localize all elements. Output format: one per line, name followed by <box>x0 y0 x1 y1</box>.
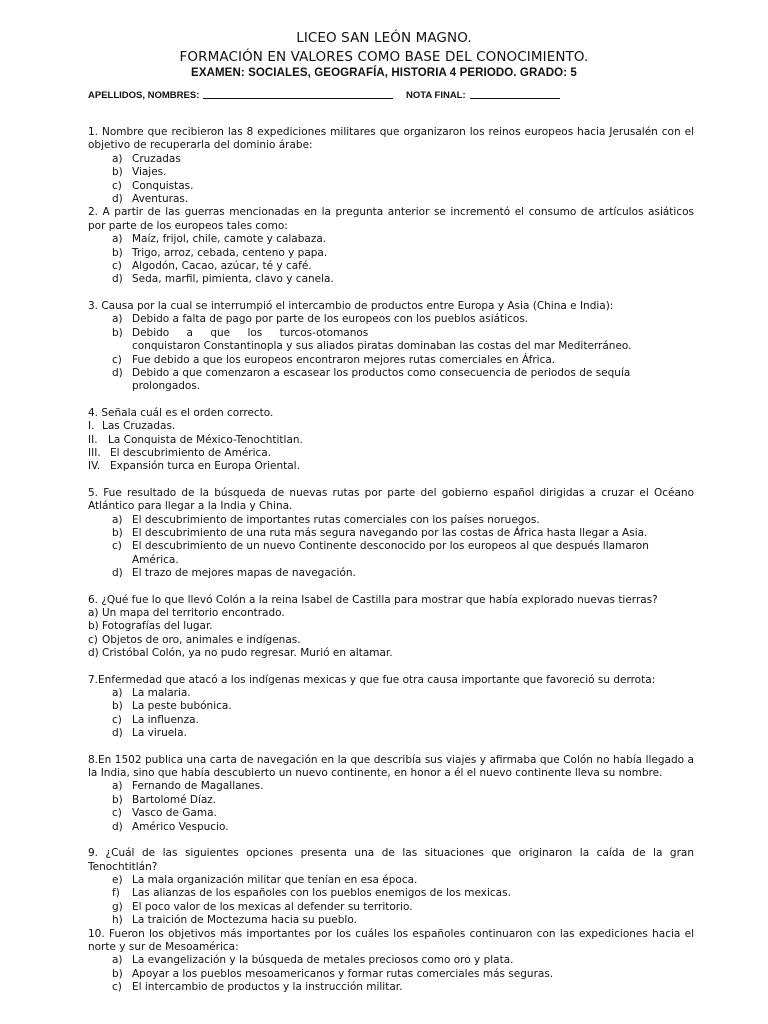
option: a) Maíz, frijol, chile, camote y calabaza. <box>112 233 327 246</box>
option: c) El descubrimiento de un nuevo Continente desconocido por los europeos al que después llamaron América. <box>112 540 649 566</box>
question-9 <box>88 847 694 927</box>
question-stem: 6. ¿Qué fue lo que llevó Colón a la reina Isabel de Castilla para mostrar que había explorado nuevas tierras? <box>88 593 658 606</box>
option: c) Algodón, Cacao, azúcar, té y café. <box>112 260 312 273</box>
option: IV. Expansión turca en Europa Oriental. <box>88 460 300 473</box>
option: b) Viajes. <box>112 166 167 179</box>
question-7 <box>88 674 694 741</box>
option: b) Debido a que los turcos-otomanos <box>112 326 369 339</box>
name-blank[interactable] <box>203 88 393 99</box>
option: h) La traición de Moctezuma hacia su pueblo. <box>112 914 357 927</box>
question-10 <box>88 928 694 995</box>
option: a) Un mapa del territorio encontrado. <box>88 607 285 619</box>
question-5 <box>88 487 694 581</box>
option: b) Trigo, arroz, cebada, centeno y papa. <box>112 246 328 259</box>
grade-label: NOTA FINAL: <box>406 90 466 101</box>
option: c) La influenza. <box>112 713 199 726</box>
option: II. La Conquista de México-Tenochtitlan. <box>88 433 303 446</box>
option: d) Aventuras. <box>112 193 189 206</box>
question-stem: 8.En 1502 publica una carta de navegación en la que describía sus viajes y afirmaba que Colón no había llegado a la India, sino que había descubierto un nuevo continente, en honor a él el nuevo continente lleva su nombre. <box>88 753 694 780</box>
option: b) Apoyar a los pueblos mesoamericanos y formar rutas comerciales más seguras. <box>112 967 554 980</box>
option: b) Fotografías del lugar. <box>88 620 213 633</box>
question-stem: 4. Señala cuál es el orden correcto. <box>88 406 274 419</box>
option: a) Cruzadas <box>112 152 181 165</box>
question-4 <box>88 407 694 474</box>
student-fields <box>88 88 560 101</box>
school-motto: FORMACIÓN EN VALORES COMO BASE DEL CONOCIMIENTO. <box>179 49 589 65</box>
option: e) La mala organización militar que tenían en esa época. <box>112 873 418 886</box>
option: a) La malaria. <box>112 687 191 700</box>
option: c) Fue debido a que los europeos encontraron mejores rutas comerciales en África. <box>112 353 556 366</box>
question-stem: 5. Fue resultado de la búsqueda de nuevas rutas por parte del gobierno español dirigidas a cruzar el Océano Atlántico para llegar a la India y China. <box>88 486 694 513</box>
option: b) La peste bubónica. <box>112 700 232 713</box>
option: d) Cristóbal Colón, ya no pudo regresar. Murió en altamar. <box>88 647 393 660</box>
option: d) Debido a que comenzaron a escasear los productos como consecuencia de periodos de sequía prolongados. <box>112 366 631 393</box>
question-8 <box>88 754 694 834</box>
name-label: APELLIDOS, NOMBRES: <box>88 90 200 101</box>
question-stem: 7.Enfermedad que atacó a los indígenas mexicas y que fue otra causa importante que favoreció su derrota: <box>88 673 656 686</box>
question-6 <box>88 594 694 661</box>
exam-title: EXAMEN: SOCIALES, GEOGRAFÍA, HISTORIA 4 PERIODO. GRADO: 5 <box>191 67 577 79</box>
option: d) La viruela. <box>112 727 187 740</box>
grade-blank[interactable] <box>470 88 560 99</box>
option: c) Conquistas. <box>112 179 194 192</box>
option: a) La evangelización y la búsqueda de metales preciosos como oro y plata. <box>112 954 514 967</box>
option: g) El poco valor de los mexicas al defender su territorio. <box>112 900 413 913</box>
question-list <box>88 126 694 995</box>
option: b) Bartolomé Díaz. <box>112 793 217 806</box>
question-2 <box>88 206 694 286</box>
option: c) Vasco de Gama. <box>112 807 217 820</box>
option-continuation: conquistaron Constantinopla y sus aliados piratas dominaban las costas del mar Mediterráneo. <box>132 340 632 353</box>
question-stem: 9. ¿Cuál de las siguientes opciones presenta una de las situaciones que originaron la caída de la gran Tenochtitlán? <box>88 847 694 873</box>
option: f) Las alianzas de los españoles con los pueblos enemigos de los mexicas. <box>112 887 511 900</box>
option: d) Américo Vespucio. <box>112 820 229 833</box>
question-stem: 2. A partir de las guerras mencionadas en la pregunta anterior se incrementó el consumo de artículos asiáticos por parte de los europeos tales como: <box>88 206 694 232</box>
option: c) El intercambio de productos y la instrucción militar. <box>112 981 403 994</box>
question-3 <box>88 300 694 394</box>
option: b) El descubrimiento de una ruta más segura navegando por las costas de África hasta llegar a Asia. <box>112 526 648 539</box>
question-stem: 1. Nombre que recibieron las 8 expediciones militares que organizaron los reinos europeos hacia Jerusalén con el objetivo de recuperarla del dominio árabe: <box>88 126 694 152</box>
option: I. Las Cruzadas. <box>88 420 176 433</box>
school-name: LICEO SAN LEÓN MAGNO. <box>296 30 472 46</box>
question-stem: 3. Causa por la cual se interrumpió el intercambio de productos entre Europa y Asia (China e India): <box>88 299 614 312</box>
question-1 <box>88 126 694 206</box>
option: a) Debido a falta de pago por parte de los europeos con los pueblos asiáticos. <box>112 313 529 326</box>
option: a) Fernando de Magallanes. <box>112 780 264 793</box>
option: d) El trazo de mejores mapas de navegación. <box>112 567 356 580</box>
option: a) El descubrimiento de importantes rutas comerciales con los países noruegos. <box>112 513 540 526</box>
question-stem: 10. Fueron los objetivos más importantes por los cuáles los españoles continuaron con las expediciones hacia el norte y sur de Mesoamérica: <box>88 927 694 953</box>
option: III. El descubrimiento de América. <box>88 446 272 459</box>
option: d) Seda, marfil, pimienta, clavo y canela. <box>112 273 334 286</box>
option: c) Objetos de oro, animales e indígenas. <box>88 633 301 646</box>
